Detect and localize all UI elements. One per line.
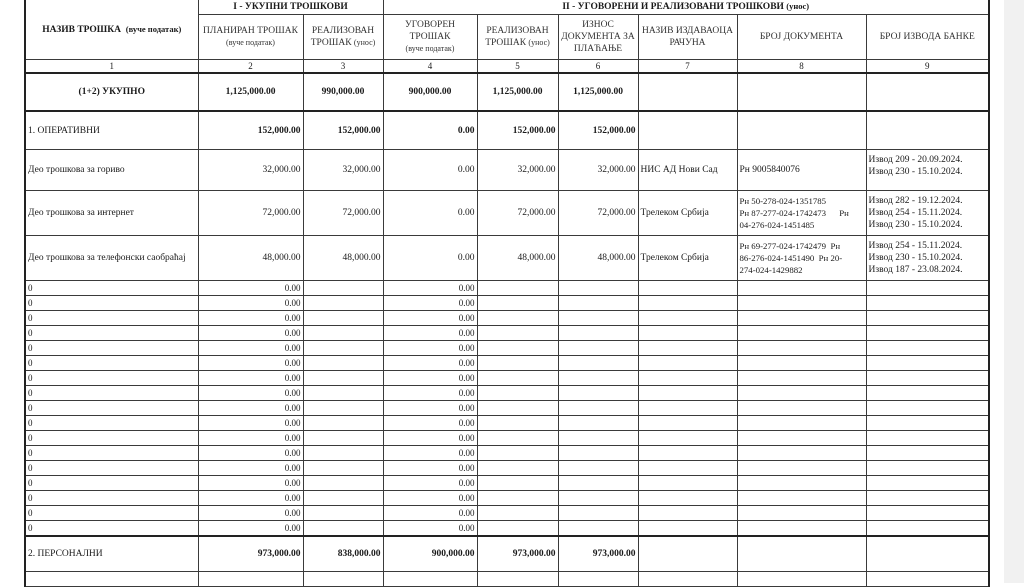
row-realized-2 — [477, 386, 558, 401]
row-realized-2 — [477, 356, 558, 371]
row-issuer — [638, 371, 737, 386]
row-issuer — [638, 416, 737, 431]
row-doc-amount — [558, 521, 638, 537]
row-doc-amount — [558, 461, 638, 476]
expense-name-sub: (вуче податак) — [125, 23, 182, 34]
row-planned: 0.00 — [198, 416, 303, 431]
row-realized — [303, 311, 383, 326]
section-doc-amount: 973,000.00 — [558, 536, 638, 572]
row-bank-statement — [866, 341, 989, 356]
row-contracted: 0.00 — [383, 150, 477, 191]
row-realized-2: 72,000.00 — [477, 191, 558, 236]
row-doc-amount — [558, 491, 638, 506]
row-bank-statement — [866, 446, 989, 461]
row-realized — [303, 401, 383, 416]
table-row — [25, 476, 989, 491]
row-issuer — [638, 521, 737, 537]
row-doc-amount — [558, 506, 638, 521]
row-doc-amount — [558, 311, 638, 326]
row-realized-2 — [477, 401, 558, 416]
col-sub: (вуче податак) — [226, 38, 275, 47]
row-doc-number — [737, 401, 866, 416]
row-doc-number: Рн 9005840076 — [737, 150, 866, 191]
row-contracted: 0.00 — [383, 296, 477, 311]
row-contracted: 0.00 — [383, 416, 477, 431]
row-planned: 0.00 — [198, 521, 303, 537]
row-doc-amount: 48,000.00 — [558, 236, 638, 281]
total-bank-statement — [866, 73, 989, 111]
row-realized-2 — [477, 461, 558, 476]
column-header-expense-name — [25, 0, 198, 60]
row-contracted: 0.00 — [383, 371, 477, 386]
row-planned: 0.00 — [198, 476, 303, 491]
table-row — [25, 191, 989, 236]
row-realized-2 — [477, 341, 558, 356]
column-number: 3 — [303, 60, 383, 74]
row-realized-2: 48,000.00 — [477, 236, 558, 281]
row-realized — [303, 506, 383, 521]
total-doc-number — [737, 73, 866, 111]
section-label: 2. ПЕРСОНАЛНИ — [25, 536, 198, 572]
row-doc-number — [737, 446, 866, 461]
section-planned: 152,000.00 — [198, 111, 303, 150]
section-issuer — [638, 111, 737, 150]
total-realized: 990,000.00 — [303, 73, 383, 111]
row-label: 0 — [25, 416, 198, 431]
row-bank-statement — [866, 461, 989, 476]
row-realized-2 — [477, 506, 558, 521]
row-doc-amount — [558, 326, 638, 341]
row-issuer — [638, 311, 737, 326]
row-cell — [477, 572, 558, 587]
row-planned: 0.00 — [198, 311, 303, 326]
row-planned: 0.00 — [198, 356, 303, 371]
total-planned: 1,125,000.00 — [198, 73, 303, 111]
row-doc-amount — [558, 386, 638, 401]
row-doc-amount: 32,000.00 — [558, 150, 638, 191]
row-label: 0 — [25, 476, 198, 491]
row-label: 0 — [25, 401, 198, 416]
row-label — [25, 572, 198, 587]
section-contracted: 0.00 — [383, 111, 477, 150]
column-header-contracted — [383, 15, 477, 60]
row-doc-amount — [558, 371, 638, 386]
row-issuer — [638, 401, 737, 416]
row-issuer — [638, 491, 737, 506]
row-contracted: 0.00 — [383, 401, 477, 416]
row-bank-statement — [866, 386, 989, 401]
row-bank-statement — [866, 401, 989, 416]
row-label: 0 — [25, 341, 198, 356]
row-contracted: 0.00 — [383, 431, 477, 446]
table-row — [25, 506, 989, 521]
row-planned: 0.00 — [198, 401, 303, 416]
row-issuer — [638, 326, 737, 341]
row-doc-amount — [558, 356, 638, 371]
column-number: 8 — [737, 60, 866, 74]
row-doc-number — [737, 311, 866, 326]
column-header-realized — [303, 15, 383, 60]
row-cell — [638, 572, 737, 587]
col-label: УГОВОРЕН ТРОШАК — [405, 20, 455, 42]
row-realized — [303, 461, 383, 476]
row-contracted: 0.00 — [383, 326, 477, 341]
row-planned: 0.00 — [198, 446, 303, 461]
row-issuer — [638, 431, 737, 446]
row-label: 0 — [25, 491, 198, 506]
total-label: (1+2) УКУПНО — [25, 73, 198, 111]
row-planned: 48,000.00 — [198, 236, 303, 281]
row-doc-amount: 72,000.00 — [558, 191, 638, 236]
row-realized-2 — [477, 311, 558, 326]
row-planned: 0.00 — [198, 371, 303, 386]
header-group-row — [25, 0, 989, 15]
row-issuer — [638, 461, 737, 476]
row-realized-2 — [477, 491, 558, 506]
column-header-planned — [198, 15, 303, 60]
total-row — [25, 73, 989, 111]
row-label: 0 — [25, 461, 198, 476]
row-contracted: 0.00 — [383, 281, 477, 296]
row-bank-statement: Извод 282 - 19.12.2024. Извод 254 - 15.11.2024. Извод 230 - 15.10.2024. — [866, 191, 989, 236]
row-doc-number — [737, 491, 866, 506]
empty-rows — [25, 281, 989, 537]
row-issuer — [638, 296, 737, 311]
row-label: 0 — [25, 446, 198, 461]
total-issuer — [638, 73, 737, 111]
section-doc-amount: 152,000.00 — [558, 111, 638, 150]
row-planned: 0.00 — [198, 296, 303, 311]
column-number: 7 — [638, 60, 737, 74]
row-doc-number — [737, 521, 866, 537]
column-header-bank-statement: БРОЈ ИЗВОДА БАНКЕ — [866, 15, 989, 60]
table-row — [25, 281, 989, 296]
table-row — [25, 326, 989, 341]
row-cell — [558, 572, 638, 587]
row-realized — [303, 521, 383, 537]
row-realized-2 — [477, 476, 558, 491]
column-number: 6 — [558, 60, 638, 74]
row-contracted: 0.00 — [383, 506, 477, 521]
row-realized — [303, 416, 383, 431]
table-row — [25, 431, 989, 446]
row-label: 0 — [25, 371, 198, 386]
row-doc-number — [737, 296, 866, 311]
table-row — [25, 311, 989, 326]
row-issuer — [638, 446, 737, 461]
row-contracted: 0.00 — [383, 491, 477, 506]
row-realized — [303, 356, 383, 371]
row-bank-statement — [866, 281, 989, 296]
expense-table — [24, 0, 990, 587]
col-sub: (унос) — [528, 38, 550, 47]
table-row — [25, 401, 989, 416]
row-planned: 0.00 — [198, 506, 303, 521]
section-row-operative — [25, 111, 989, 150]
row-contracted: 0.00 — [383, 236, 477, 281]
row-planned: 0.00 — [198, 491, 303, 506]
row-doc-number — [737, 476, 866, 491]
row-realized-2 — [477, 371, 558, 386]
table-row — [25, 416, 989, 431]
row-bank-statement — [866, 311, 989, 326]
group-header-contracted-costs — [383, 0, 989, 15]
group2-title: II - УГОВОРЕНИ И РЕАЛИЗОВАНИ ТРОШКОВИ — [562, 2, 784, 12]
column-number: 2 — [198, 60, 303, 74]
row-realized-2 — [477, 446, 558, 461]
column-number: 9 — [866, 60, 989, 74]
row-realized: 48,000.00 — [303, 236, 383, 281]
row-planned: 0.00 — [198, 281, 303, 296]
column-number: 5 — [477, 60, 558, 74]
row-realized-2: 32,000.00 — [477, 150, 558, 191]
row-realized-2 — [477, 431, 558, 446]
row-doc-number — [737, 416, 866, 431]
col-label: ПЛАНИРАН ТРОШАК — [203, 26, 298, 36]
row-cell — [383, 572, 477, 587]
row-doc-amount — [558, 446, 638, 461]
total-realized-2: 1,125,000.00 — [477, 73, 558, 111]
section-doc-number — [737, 111, 866, 150]
table-row — [25, 446, 989, 461]
row-bank-statement — [866, 431, 989, 446]
row-realized-2 — [477, 521, 558, 537]
row-doc-number — [737, 506, 866, 521]
section-label: 1. ОПЕРАТИВНИ — [25, 111, 198, 150]
row-realized — [303, 476, 383, 491]
row-realized-2 — [477, 416, 558, 431]
row-bank-statement — [866, 491, 989, 506]
row-doc-amount — [558, 341, 638, 356]
row-doc-number — [737, 386, 866, 401]
row-cell — [198, 572, 303, 587]
section-planned: 973,000.00 — [198, 536, 303, 572]
row-label: 0 — [25, 521, 198, 537]
row-doc-amount — [558, 281, 638, 296]
table-row — [25, 356, 989, 371]
row-bank-statement — [866, 296, 989, 311]
row-planned: 0.00 — [198, 431, 303, 446]
row-label: 0 — [25, 281, 198, 296]
section-doc-number — [737, 536, 866, 572]
col-label: РЕАЛИЗОВАН ТРОШАК — [485, 26, 549, 48]
row-label: 0 — [25, 296, 198, 311]
row-label: Део трошкова за телефонски саобраћај — [25, 236, 198, 281]
row-label: 0 — [25, 326, 198, 341]
row-contracted: 0.00 — [383, 386, 477, 401]
row-realized: 32,000.00 — [303, 150, 383, 191]
section-realized: 838,000.00 — [303, 536, 383, 572]
row-bank-statement — [866, 326, 989, 341]
col-sub: (вуче податак) — [405, 44, 455, 53]
table-row — [25, 341, 989, 356]
row-realized — [303, 446, 383, 461]
row-contracted: 0.00 — [383, 356, 477, 371]
section-bank-statement — [866, 536, 989, 572]
row-label: Део трошкова за гориво — [25, 150, 198, 191]
row-bank-statement — [866, 506, 989, 521]
row-doc-amount — [558, 296, 638, 311]
table-row — [25, 572, 989, 587]
table-row — [25, 461, 989, 476]
row-doc-number — [737, 371, 866, 386]
table-row — [25, 296, 989, 311]
row-doc-amount — [558, 476, 638, 491]
row-realized — [303, 281, 383, 296]
row-doc-amount — [558, 401, 638, 416]
page-margin — [1004, 0, 1024, 583]
row-issuer: Трелеком Србија — [638, 191, 737, 236]
column-header-issuer: НАЗИВ ИЗДАВАОЦА РАЧУНА — [638, 15, 737, 60]
row-realized — [303, 296, 383, 311]
expense-name-title: НАЗИВ ТРОШКА — [42, 24, 121, 35]
row-issuer: Трелеком Србија — [638, 236, 737, 281]
row-contracted: 0.00 — [383, 476, 477, 491]
section-realized-2: 152,000.00 — [477, 111, 558, 150]
row-realized — [303, 371, 383, 386]
row-contracted: 0.00 — [383, 341, 477, 356]
section-realized-2: 973,000.00 — [477, 536, 558, 572]
row-issuer — [638, 356, 737, 371]
row-planned: 32,000.00 — [198, 150, 303, 191]
column-header-doc-number: БРОЈ ДОКУМЕНТА — [737, 15, 866, 60]
row-label: 0 — [25, 386, 198, 401]
row-contracted: 0.00 — [383, 191, 477, 236]
row-doc-number — [737, 326, 866, 341]
row-planned: 72,000.00 — [198, 191, 303, 236]
column-number: 1 — [25, 60, 198, 74]
row-realized — [303, 386, 383, 401]
row-contracted: 0.00 — [383, 446, 477, 461]
section-row-personnel — [25, 536, 989, 572]
table-row — [25, 150, 989, 191]
col-sub: (унос) — [353, 38, 376, 47]
section-issuer — [638, 536, 737, 572]
row-contracted: 0.00 — [383, 311, 477, 326]
row-realized: 72,000.00 — [303, 191, 383, 236]
row-doc-number — [737, 461, 866, 476]
row-doc-number — [737, 431, 866, 446]
table-row — [25, 386, 989, 401]
row-cell — [866, 572, 989, 587]
row-issuer — [638, 386, 737, 401]
row-doc-number: Рн 69-277-024-1742479 Рн 86-276-024-1451490 Рн 20- 274-024-1429882 — [737, 236, 866, 281]
row-issuer — [638, 506, 737, 521]
table-row — [25, 521, 989, 537]
total-doc-amount: 1,125,000.00 — [558, 73, 638, 111]
row-label: 0 — [25, 506, 198, 521]
row-label: 0 — [25, 311, 198, 326]
row-realized-2 — [477, 296, 558, 311]
row-bank-statement — [866, 476, 989, 491]
row-label: 0 — [25, 431, 198, 446]
column-number: 4 — [383, 60, 477, 74]
row-bank-statement — [866, 416, 989, 431]
row-cell — [303, 572, 383, 587]
row-bank-statement: Извод 254 - 15.11.2024. Извод 230 - 15.10.2024. Извод 187 - 23.08.2024. — [866, 236, 989, 281]
row-planned: 0.00 — [198, 326, 303, 341]
column-number-row — [25, 60, 989, 74]
row-issuer — [638, 281, 737, 296]
row-realized-2 — [477, 281, 558, 296]
row-realized — [303, 341, 383, 356]
row-planned: 0.00 — [198, 341, 303, 356]
row-issuer: НИС АД Нови Сад — [638, 150, 737, 191]
row-contracted: 0.00 — [383, 461, 477, 476]
row-doc-number — [737, 281, 866, 296]
row-doc-amount — [558, 416, 638, 431]
row-cell — [737, 572, 866, 587]
row-realized — [303, 491, 383, 506]
row-bank-statement: Извод 209 - 20.09.2024. Извод 230 - 15.10.2024. — [866, 150, 989, 191]
row-realized — [303, 431, 383, 446]
section-realized: 152,000.00 — [303, 111, 383, 150]
table-row — [25, 371, 989, 386]
table-row — [25, 491, 989, 506]
row-issuer — [638, 476, 737, 491]
row-realized — [303, 326, 383, 341]
row-doc-number — [737, 356, 866, 371]
row-bank-statement — [866, 371, 989, 386]
row-doc-number: Рн 50-278-024-1351785 Рн 87-277-024-1742473 Рн 04-276-024-1451485 — [737, 191, 866, 236]
group2-sub: (унос) — [786, 1, 810, 11]
row-realized-2 — [477, 326, 558, 341]
column-header-realized-2 — [477, 15, 558, 60]
section-contracted: 900,000.00 — [383, 536, 477, 572]
row-bank-statement — [866, 356, 989, 371]
row-contracted: 0.00 — [383, 521, 477, 537]
row-bank-statement — [866, 521, 989, 537]
column-header-doc-amount: ИЗНОС ДОКУМЕНТА ЗА ПЛАЋАЊЕ — [558, 15, 638, 60]
group-header-total-costs: I - УКУПНИ ТРОШКОВИ — [198, 0, 383, 15]
col-label: РЕАЛИЗОВАН ТРОШАК — [310, 26, 375, 48]
row-label: 0 — [25, 356, 198, 371]
row-doc-number — [737, 341, 866, 356]
total-contracted: 900,000.00 — [383, 73, 477, 111]
section-bank-statement — [866, 111, 989, 150]
table-row — [25, 236, 989, 281]
row-planned: 0.00 — [198, 461, 303, 476]
row-label: Део трошкова за интернет — [25, 191, 198, 236]
row-issuer — [638, 341, 737, 356]
row-doc-amount — [558, 431, 638, 446]
row-planned: 0.00 — [198, 386, 303, 401]
